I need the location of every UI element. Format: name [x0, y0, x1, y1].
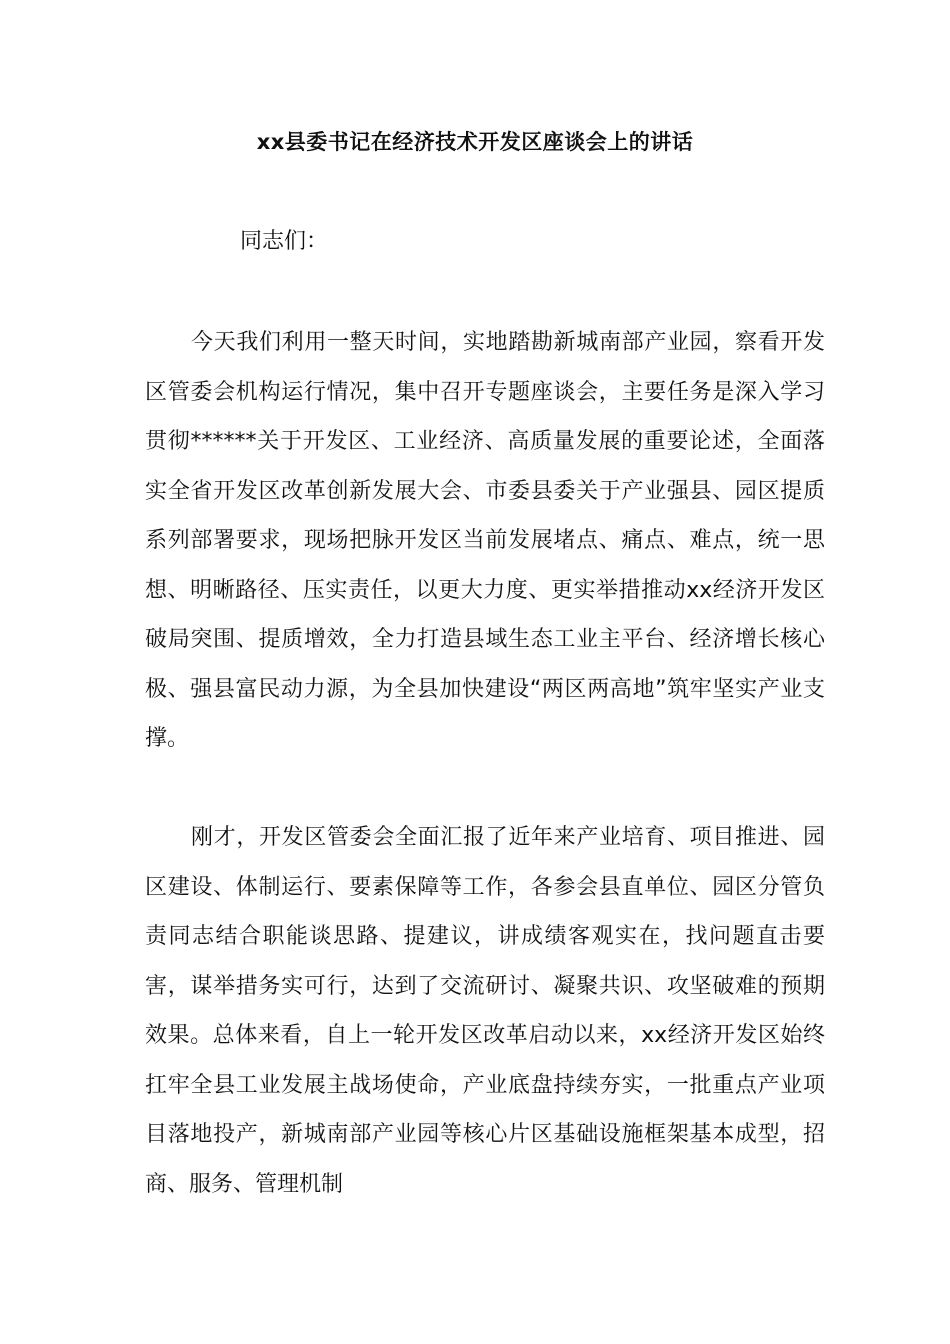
- paragraph-1: 今天我们利用一整天时间，实地踏勘新城南部产业园，察看开发区管委会机构运行情况，集中召开专题座谈会，主要任务是深入学习贯彻******关于开发区、工业经济、高质量发展的重要论述，全面落实全省开发区改革创新发展大会、市委县委关于产业强县、园区提质系列部署要求，现场把脉开发区当前发展堵点、痛点、难点，统一思想、明晰路径、压实责任，以更大力度、更实举措推动xx经济开发区破局突围、提质增效，全力打造县域生态工业主平台、经济增长核心极、强县富民动力源，为全县加快建设“两区两高地”筑牢坚实产业支撑。: [145, 330, 825, 751]
- document-title: xx县委书记在经济技术开发区座谈会上的讲话: [256, 130, 694, 154]
- paragraph-2: 刚才，开发区管委会全面汇报了近年来产业培育、项目推进、园区建设、体制运行、要素保障等工作，各参会县直单位、园区分管负责同志结合职能谈思路、提建议，讲成绩客观实在，找问题直击要害，谋举措务实可行，达到了交流研讨、凝聚共识、攻坚破难的预期效果。总体来看，自上一轮开发区改革启动以来，xx经济开发区始终扛牢全县工业发展主战场使命，产业底盘持续夯实，一批重点产业项目落地投产，新城南部产业园等核心片区基础设施框架基本成型，招商、服务、管理机制: [145, 825, 825, 1197]
- salutation: 同志们：: [240, 229, 329, 254]
